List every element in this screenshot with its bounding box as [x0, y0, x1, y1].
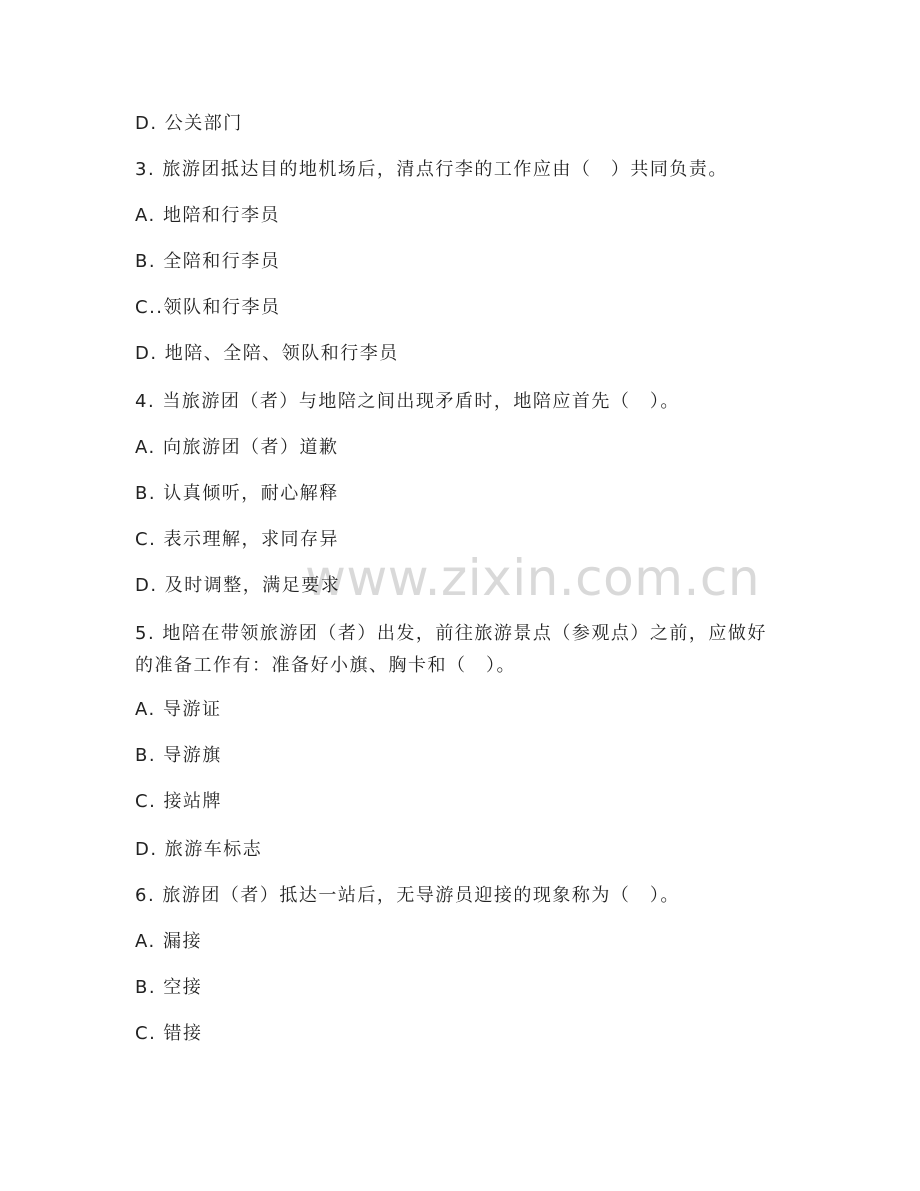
option-a-q5: A. 导游证	[135, 699, 222, 720]
option-c-q3: C..领队和行李员	[135, 297, 281, 318]
option-d-q4: D. 及时调整，满足要求	[135, 575, 341, 596]
option-a-q3: A. 地陪和行李员	[135, 205, 280, 226]
option-d-q3: D. 地陪、全陪、领队和行李员	[135, 343, 399, 364]
question-4: 4. 当旅游团（者）与地陪之间出现矛盾时，地陪应首先（ ）。	[135, 391, 680, 412]
watermark: www.zixin.com.cn	[305, 549, 761, 607]
question-3: 3. 旅游团抵达目的地机场后，清点行李的工作应由（ ）共同负责。	[135, 159, 728, 180]
question-6: 6. 旅游团（者）抵达一站后，无导游员迎接的现象称为（ ）。	[135, 885, 680, 906]
option-a-q4: A. 向旅游团（者）道歉	[135, 437, 339, 458]
option-d-q5: D. 旅游车标志	[135, 839, 263, 860]
option-b-q6: B. 空接	[135, 977, 203, 998]
option-c-q6: C. 错接	[135, 1023, 203, 1044]
question-5: 5. 地陪在带领旅游团（者）出发，前往旅游景点（参观点）之前，应做好的准备工作有：准备好小旗、胸卡和（ ）。	[135, 623, 767, 676]
option-b-q3: B. 全陪和行李员	[135, 251, 281, 272]
option-d-q2: D. 公关部门	[135, 113, 243, 134]
option-b-q4: B. 认真倾听，耐心解释	[135, 483, 339, 504]
option-c-q5: C. 接站牌	[135, 791, 223, 812]
option-b-q5: B. 导游旗	[135, 745, 222, 766]
option-c-q4: C. 表示理解，求同存异	[135, 529, 340, 550]
option-a-q6: A. 漏接	[135, 931, 202, 952]
